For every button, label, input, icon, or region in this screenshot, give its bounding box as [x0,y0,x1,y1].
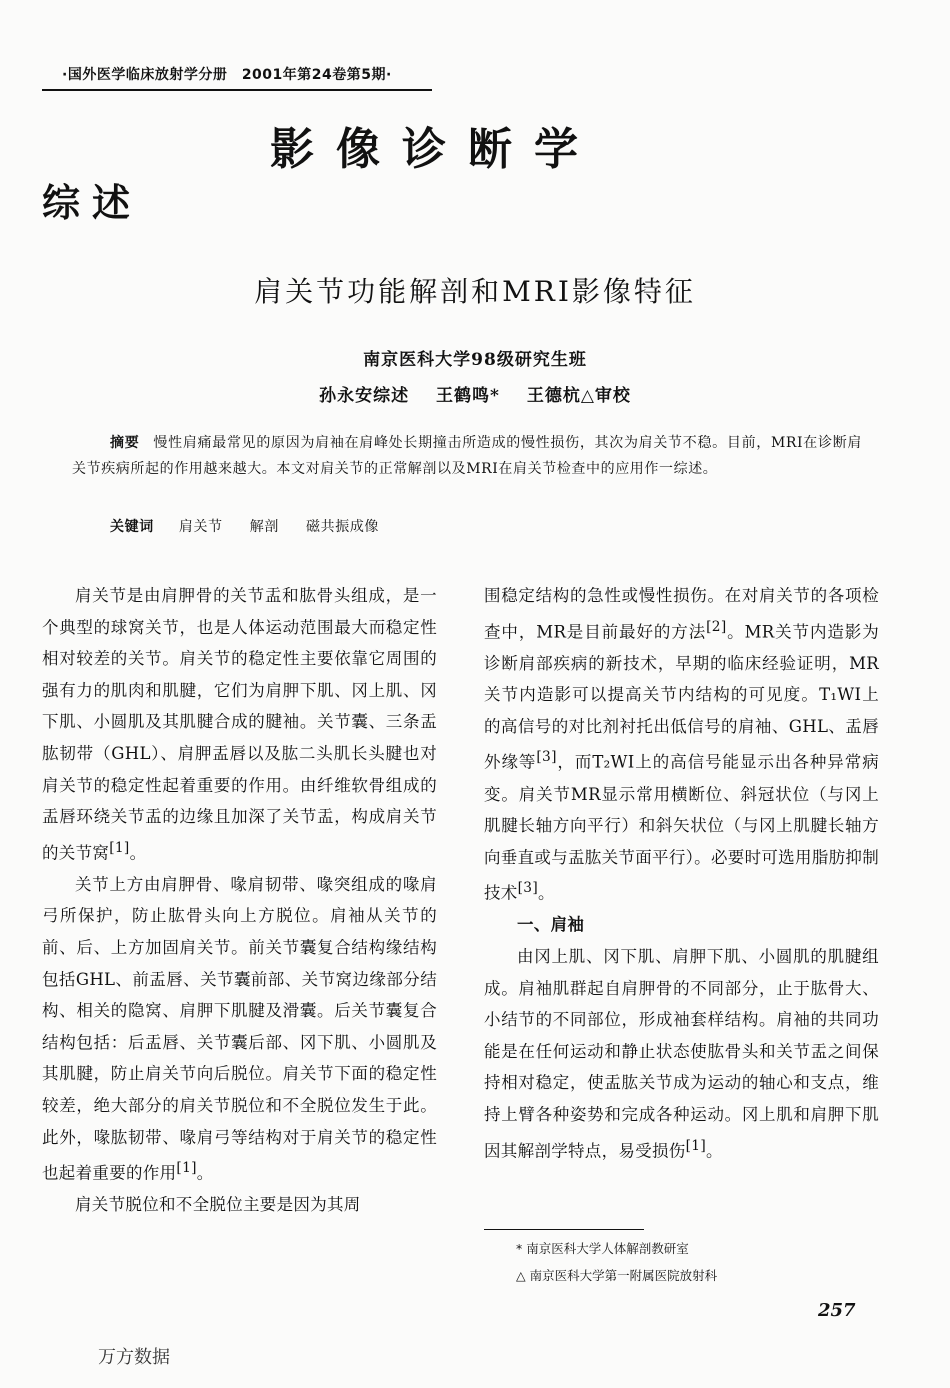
citation: [2] [706,618,727,635]
author-list [0,381,950,406]
paragraph [42,869,437,1189]
author-2: 王鹤鸣* [436,386,500,406]
abstract [72,430,862,482]
footnote-rule [484,1229,644,1230]
watermark-text: 万方数据 [98,1347,170,1368]
paragraph-end: 。 [706,1141,723,1161]
keyword: 解剖 [249,519,279,535]
subsection-label: 综述 [42,181,143,225]
footnote: △ 南京医科大学第一附属医院放射科 [516,1268,718,1283]
paragraph-text: 由冈上肌、冈下肌、肩胛下肌、小圆肌的肌腱组成。肩袖肌群起自肩胛骨的不同部分，止于肱骨大、小结节的不同部位，形成袖套样结构。肩袖的共同功能是在任何运动和静止状态使肱骨头和关节盂之间保持相对稳定，使盂肱关节成为运动的轴心和支点，维持上臂各种姿势和完成各种运动。冈上肌和肩胛下肌因其解剖学特点，易受损伤 [484,947,879,1161]
header-rule [42,89,432,91]
paragraph-text: 围稳定结构的急性或慢性损伤。在对肩关节的各项检查中，MR是目前最好的方法 [484,586,879,642]
citation: [3] [536,749,557,766]
abstract-label: 摘要 [110,435,140,451]
author-3: 王德杭△审校 [526,386,631,406]
paragraph [484,941,879,1167]
paragraph-text: 关节上方由肩胛骨、喙肩韧带、喙突组成的喙肩弓所保护，防止肱骨头向上方脱位。肩袖从关节的前、后、上方加固肩关节。前关节囊复合结构缘结构包括GHL、前盂唇、关节囊前部、关节窝边缘部分结构、相关的隐窝、肩胛下肌腱及滑囊。后关节囊复合结构包括：后盂唇、关节囊后部、冈下肌、小圆肌及其肌腱，防止肩关节向后脱位。肩关节下面的稳定性较差，绝大部分的肩关节脱位和不全脱位发生于此。此外，喙肱韧带、喙肩弓等结构对于肩关节的稳定性也起着重要的作用 [42,874,437,1183]
keywords-label: 关键词 [110,519,154,535]
citation: [1] [109,839,130,856]
paragraph: 肩关节脱位和不全脱位主要是因为其周 [75,1195,361,1215]
keyword: 肩关节 [178,519,223,535]
paragraph-end: 。 [196,1163,214,1183]
section-heading: 影像诊断学 [270,124,600,175]
author-1: 孙永安综述 [319,386,410,406]
journal-header: ·国外医学临床放射学分册 2001年第24卷第5期· [62,67,392,83]
paragraph-text: 肩关节是由肩胛骨的关节盂和肱骨头组成，是一个典型的球窝关节，也是人体运动范围最大而稳定性相对较差的关节。肩关节的稳定性主要依靠它周围的强有力的肌肉和肌腱，它们为肩胛下肌、冈上肌、冈下肌、小圆肌及其肌腱合成的腱袖。关节囊、三条盂肱韧带（GHL）、肩胛盂唇以及肱二头肌长头腱也对肩关节的稳定性起着重要的作用。由纤维软骨组成的盂唇环绕关节盂的边缘且加深了关节盂，构成肩关节的关节窝 [42,586,437,863]
body-column-right [484,580,879,1167]
abstract-text: 慢性肩痛最常见的原因为肩袖在肩峰处长期撞击所造成的慢性损伤，其次为肩关节不稳。目前，MRI在诊断肩关节疾病所起的作用越来越大。本文对肩关节的正常解剖以及MRI在肩关节检查中的应用作一综述。 [72,435,863,477]
citation: [1] [685,1137,706,1154]
paragraph [484,580,879,909]
page-number: 257 [818,1300,856,1321]
body-column-left [42,580,437,1221]
citation: [3] [517,880,538,897]
section-heading-rotator-cuff: 一、肩袖 [517,915,585,935]
keywords [110,516,401,536]
footnote: * 南京医科大学人体解剖教研室 [516,1241,689,1256]
article-title: 肩关节功能解剖和MRI影像特征 [254,275,696,308]
paragraph-text: 。MR关节内造影为诊断肩部疾病的新技术，早期的临床经验证明，MR关节内造影可以提高关节内结构的可见度。T₁WI上的高信号的对比剂衬托出低信号的肩袖、GHL、盂唇外缘等 [484,622,879,772]
paragraph-text: ，而T₂WI上的高信号能显示出各种异常病变。肩关节MR显示常用横断位、斜冠状位（与冈上肌腱长轴方向平行）和斜矢状位（与冈上肌腱长轴方向垂直或与盂肱关节面平行）。必要时可选用脂肪抑制技术 [484,752,879,903]
paragraph-end: 。 [129,843,147,863]
paragraph [42,580,437,869]
paragraph-end: 。 [538,883,555,903]
keyword: 磁共振成像 [306,519,380,535]
author-affiliation: 南京医科大学98级研究生班 [363,350,587,370]
citation: [1] [176,1160,197,1177]
